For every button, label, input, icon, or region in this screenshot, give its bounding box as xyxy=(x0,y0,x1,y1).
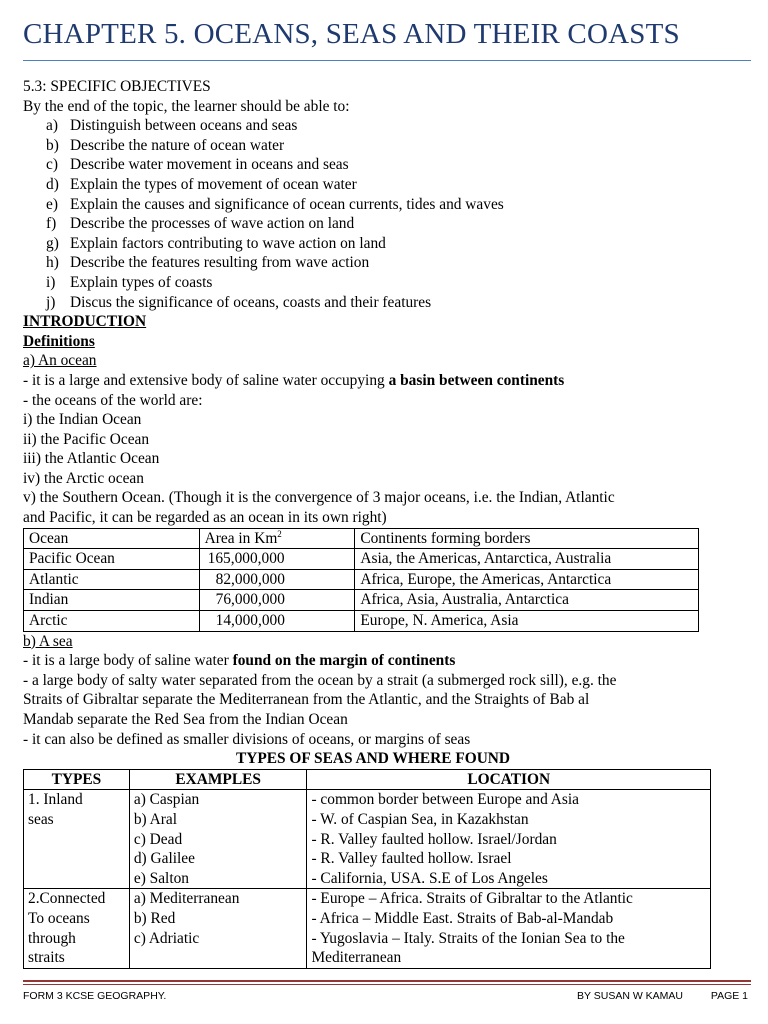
objective-item: a) Distinguish between oceans and seas xyxy=(46,117,298,135)
table-row xyxy=(24,889,711,968)
cell-area: 76,000,000 xyxy=(199,590,355,611)
cell-examples: a) Mediterranean b) Red c) Adriatic xyxy=(129,889,307,968)
objective-item: c) Describe water movement in oceans and seas xyxy=(46,156,349,174)
ocean-list-item: iii) the Atlantic Ocean xyxy=(23,450,160,468)
objective-item: i) Explain types of coasts xyxy=(46,273,213,291)
introduction-heading: INTRODUCTION xyxy=(23,313,147,331)
objective-item: j) Discus the significance of oceans, coasts and their features xyxy=(46,293,432,311)
objective-item: d) Explain the types of movement of ocean water xyxy=(46,175,357,193)
sea-definition: - it is a large body of saline water found on the margin of continents xyxy=(23,652,456,670)
sea-heading: b) A sea xyxy=(23,632,73,650)
table-header-row xyxy=(24,528,699,549)
table-header-row xyxy=(24,769,711,790)
definitions-heading: Definitions xyxy=(23,332,95,350)
objectives-list xyxy=(23,116,753,312)
cell-continents: Asia, the Americas, Antarctica, Australia xyxy=(355,549,699,570)
cell-examples: a) Caspian b) Aral c) Dead d) Galilee e) Salton xyxy=(129,790,307,889)
sea-definition-line: Straits of Gibraltar separate the Mediterranean from the Atlantic, and the Straights of Bab al xyxy=(23,691,590,709)
header-location: LOCATION xyxy=(307,769,711,790)
objective-item: h) Describe the features resulting from wave action xyxy=(46,254,370,272)
ocean-list-item: ii) the Pacific Ocean xyxy=(23,430,150,448)
seas-table xyxy=(23,769,711,969)
objectives-intro: By the end of the topic, the learner should be able to: xyxy=(23,97,350,115)
footer-course: FORM 3 KCSE GEOGRAPHY. xyxy=(23,990,167,1002)
footer-rule xyxy=(23,980,751,982)
title-underline xyxy=(23,60,751,61)
cell-area: 14,000,000 xyxy=(199,611,355,632)
ocean-list-item: iv) the Arctic ocean xyxy=(23,469,144,487)
footer-right xyxy=(577,990,748,1002)
objectives-heading: 5.3: SPECIFIC OBJECTIVES xyxy=(23,78,211,95)
cell-ocean: Pacific Ocean xyxy=(24,549,200,570)
footer-rule xyxy=(23,984,751,985)
cell-ocean: Arctic xyxy=(24,611,200,632)
sea-definition-line: - it can also be defined as smaller divisions of oceans, or margins of seas xyxy=(23,730,471,748)
table-row xyxy=(24,590,699,611)
table-row xyxy=(24,611,699,632)
objective-item: e) Explain the causes and significance of ocean currents, tides and waves xyxy=(46,195,504,213)
oceans-table xyxy=(23,528,699,632)
cell-ocean: Indian xyxy=(24,590,200,611)
ocean-list-intro: - the oceans of the world are: xyxy=(23,391,203,409)
header-continents: Continents forming borders xyxy=(355,528,699,549)
table-row xyxy=(24,569,699,590)
document-body xyxy=(23,77,753,969)
page-title: CHAPTER 5. OCEANS, SEAS AND THEIR COASTS xyxy=(23,18,680,50)
cell-continents: Africa, Asia, Australia, Antarctica xyxy=(355,590,699,611)
page-number: PAGE 1 xyxy=(710,990,748,1002)
table-row xyxy=(24,549,699,570)
table-row xyxy=(24,790,711,889)
header-ocean: Ocean xyxy=(24,528,200,549)
header-examples: EXAMPLES xyxy=(129,769,307,790)
cell-area: 165,000,000 xyxy=(199,549,355,570)
header-area: Area in Km$^2$ xyxy=(199,528,355,549)
cell-continents: Europe, N. America, Asia xyxy=(355,611,699,632)
cell-locations: - Europe – Africa. Straits of Gibraltar to the Atlantic - Africa – Middle East. Straits of Bab-al-Mandab - Yugoslavia – Italy. Straits of the Ionian Sea to the Mediterranean xyxy=(307,889,711,968)
cell-area: 82,000,000 xyxy=(199,569,355,590)
cell-ocean: Atlantic xyxy=(24,569,200,590)
cell-type: 2.Connected To oceans through straits xyxy=(24,889,130,968)
footer-author: BY SUSAN W KAMAU xyxy=(577,990,683,1002)
sea-definition-line: Mandab separate the Red Sea from the Indian Ocean xyxy=(23,711,348,728)
ocean-heading: a) An ocean xyxy=(23,352,97,370)
ocean-list-item: i) the Indian Ocean xyxy=(23,411,142,429)
cell-type: 1. Inland seas xyxy=(24,790,130,889)
sea-definition-line: - a large body of salty water separated from the ocean by a strait (a submerged rock sill), e.g. the xyxy=(23,671,617,689)
objective-item: f) Describe the processes of wave action on land xyxy=(46,215,355,233)
objective-item: b) Describe the nature of ocean water xyxy=(46,136,285,154)
cell-continents: Africa, Europe, the Americas, Antarctica xyxy=(355,569,699,590)
ocean-definition: - it is a large and extensive body of saline water occupying a basin between continents xyxy=(23,371,565,389)
objective-item: g) Explain factors contributing to wave action on land xyxy=(46,234,386,252)
seas-table-caption: TYPES OF SEAS AND WHERE FOUND xyxy=(235,750,511,768)
southern-ocean-line: v) the Southern Ocean. (Though it is the convergence of 3 major oceans, i.e. the Indian, Atlantic xyxy=(23,489,615,507)
header-types: TYPES xyxy=(24,769,130,790)
southern-ocean-line: and Pacific, it can be regarded as an ocean in its own right) xyxy=(23,509,387,527)
cell-locations: - common border between Europe and Asia - W. of Caspian Sea, in Kazakhstan - R. Valley faulted hollow. Israel/Jordan - R. Valley faulted hollow. Israel - California, USA. S.E of Los Angeles xyxy=(307,790,711,889)
